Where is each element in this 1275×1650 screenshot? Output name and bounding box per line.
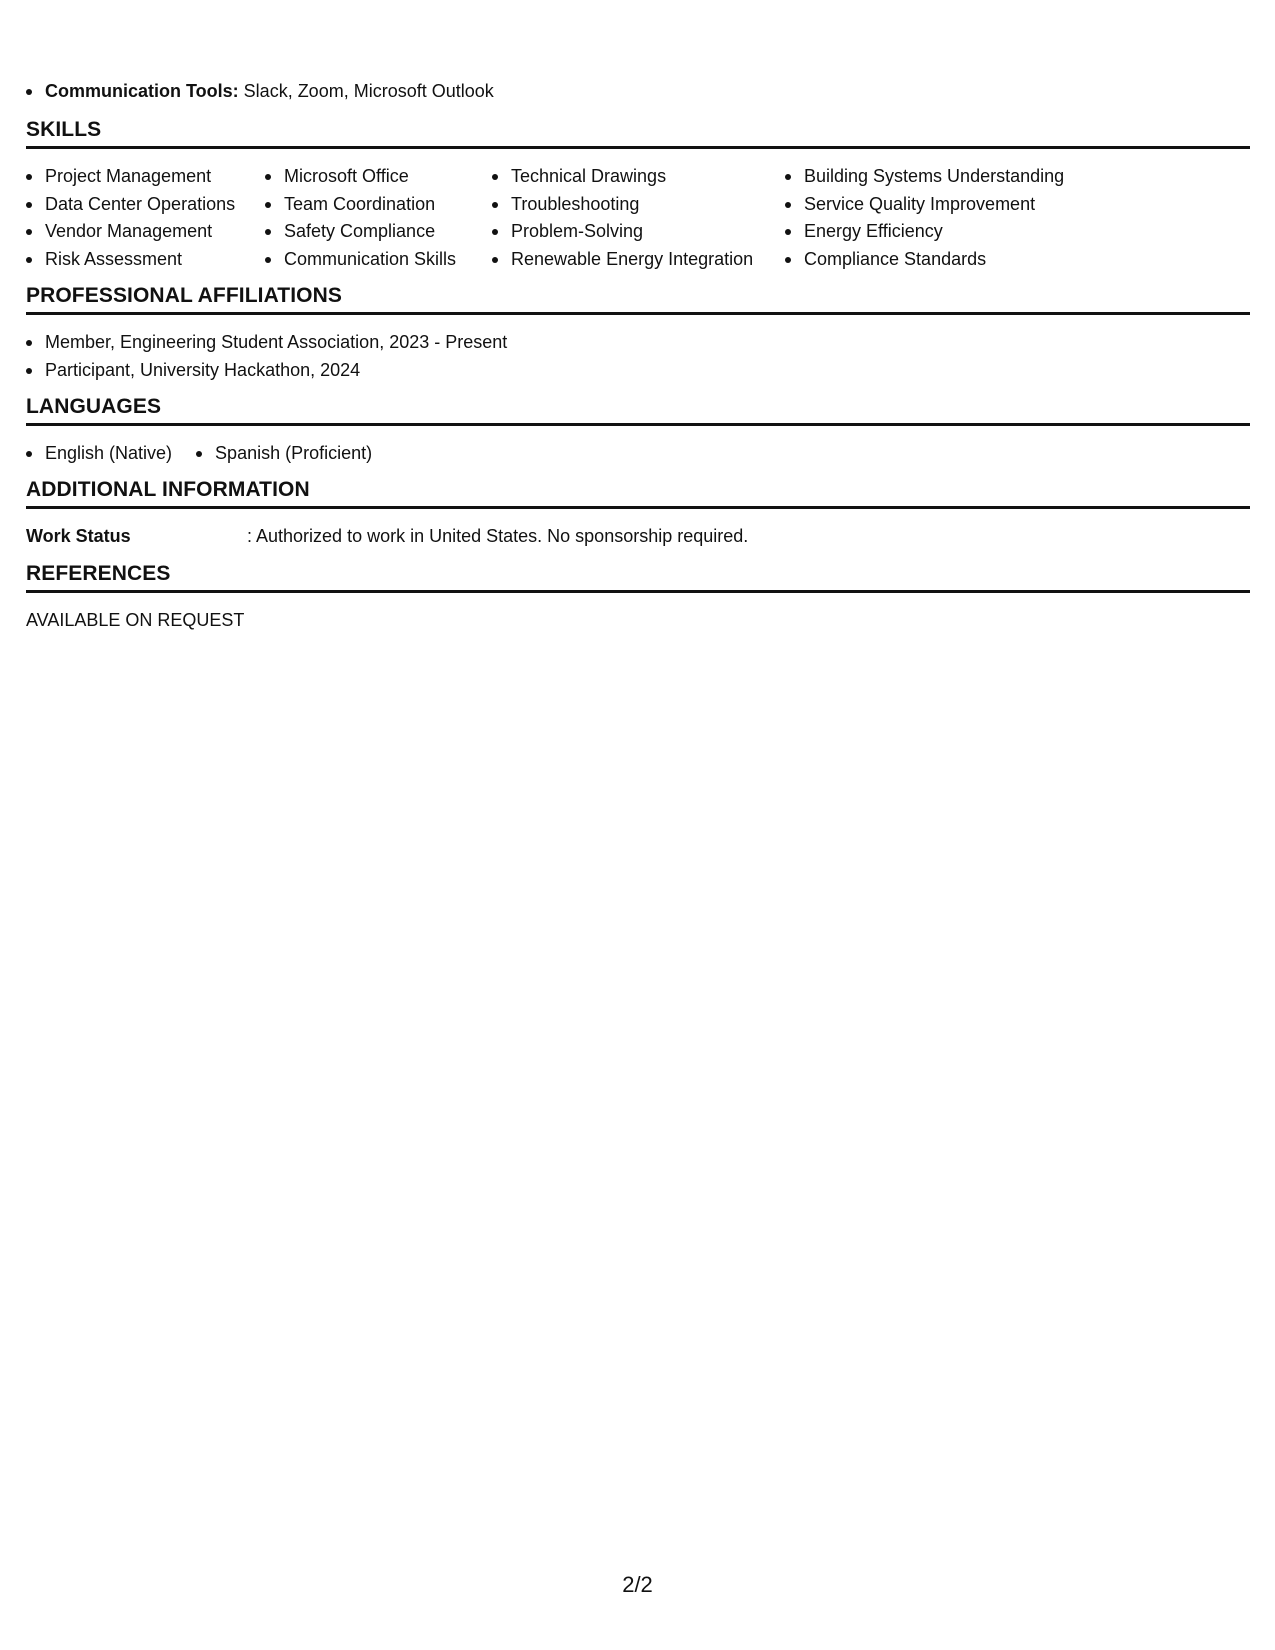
- tools-list: [26, 78, 494, 106]
- language-item: Spanish (Proficient): [196, 440, 372, 468]
- skills-column-4: [785, 163, 1085, 273]
- skill-item: Vendor Management: [26, 218, 265, 246]
- affiliations-heading: PROFESSIONAL AFFILIATIONS: [26, 282, 1250, 315]
- affiliation-item: Participant, University Hackathon, 2024: [26, 357, 507, 385]
- language-item: English (Native): [26, 440, 172, 468]
- references-text: AVAILABLE ON REQUEST: [26, 610, 245, 630]
- skill-item: Renewable Energy Integration: [492, 246, 785, 274]
- skill-item: Microsoft Office: [265, 163, 492, 191]
- affiliations-list: [26, 329, 507, 384]
- tools-item: [26, 78, 494, 106]
- skill-item: Team Coordination: [265, 191, 492, 219]
- skill-item: Risk Assessment: [26, 246, 265, 274]
- page-number: 2/2: [622, 1572, 653, 1597]
- skill-item: Technical Drawings: [492, 163, 785, 191]
- affiliation-item: Member, Engineering Student Association, 2023 - Present: [26, 329, 507, 357]
- skill-item: Compliance Standards: [785, 246, 1085, 274]
- skill-item: Project Management: [26, 163, 265, 191]
- languages-heading: LANGUAGES: [26, 393, 1250, 426]
- work-status-value: : Authorized to work in United States. No sponsorship required.: [247, 526, 749, 546]
- skills-column-3: [492, 163, 785, 273]
- tools-label: Communication Tools:: [45, 81, 239, 101]
- skills-heading: SKILLS: [26, 116, 1250, 149]
- skills-column-1: [26, 163, 265, 273]
- skill-item: Problem-Solving: [492, 218, 785, 246]
- work-status-label: Work Status: [26, 526, 131, 546]
- skill-item: Service Quality Improvement: [785, 191, 1085, 219]
- skills-column-2: [265, 163, 492, 273]
- tools-value: Slack, Zoom, Microsoft Outlook: [238, 81, 494, 101]
- skill-item: Troubleshooting: [492, 191, 785, 219]
- languages-list: [26, 440, 396, 468]
- skills-grid: [26, 163, 1085, 273]
- skill-item: Building Systems Understanding: [785, 163, 1085, 191]
- references-heading: REFERENCES: [26, 560, 1250, 593]
- skill-item: Safety Compliance: [265, 218, 492, 246]
- skill-item: Communication Skills: [265, 246, 492, 274]
- additional-info-heading: ADDITIONAL INFORMATION: [26, 476, 1250, 509]
- skill-item: Energy Efficiency: [785, 218, 1085, 246]
- skill-item: Data Center Operations: [26, 191, 265, 219]
- work-status-row: [26, 523, 748, 550]
